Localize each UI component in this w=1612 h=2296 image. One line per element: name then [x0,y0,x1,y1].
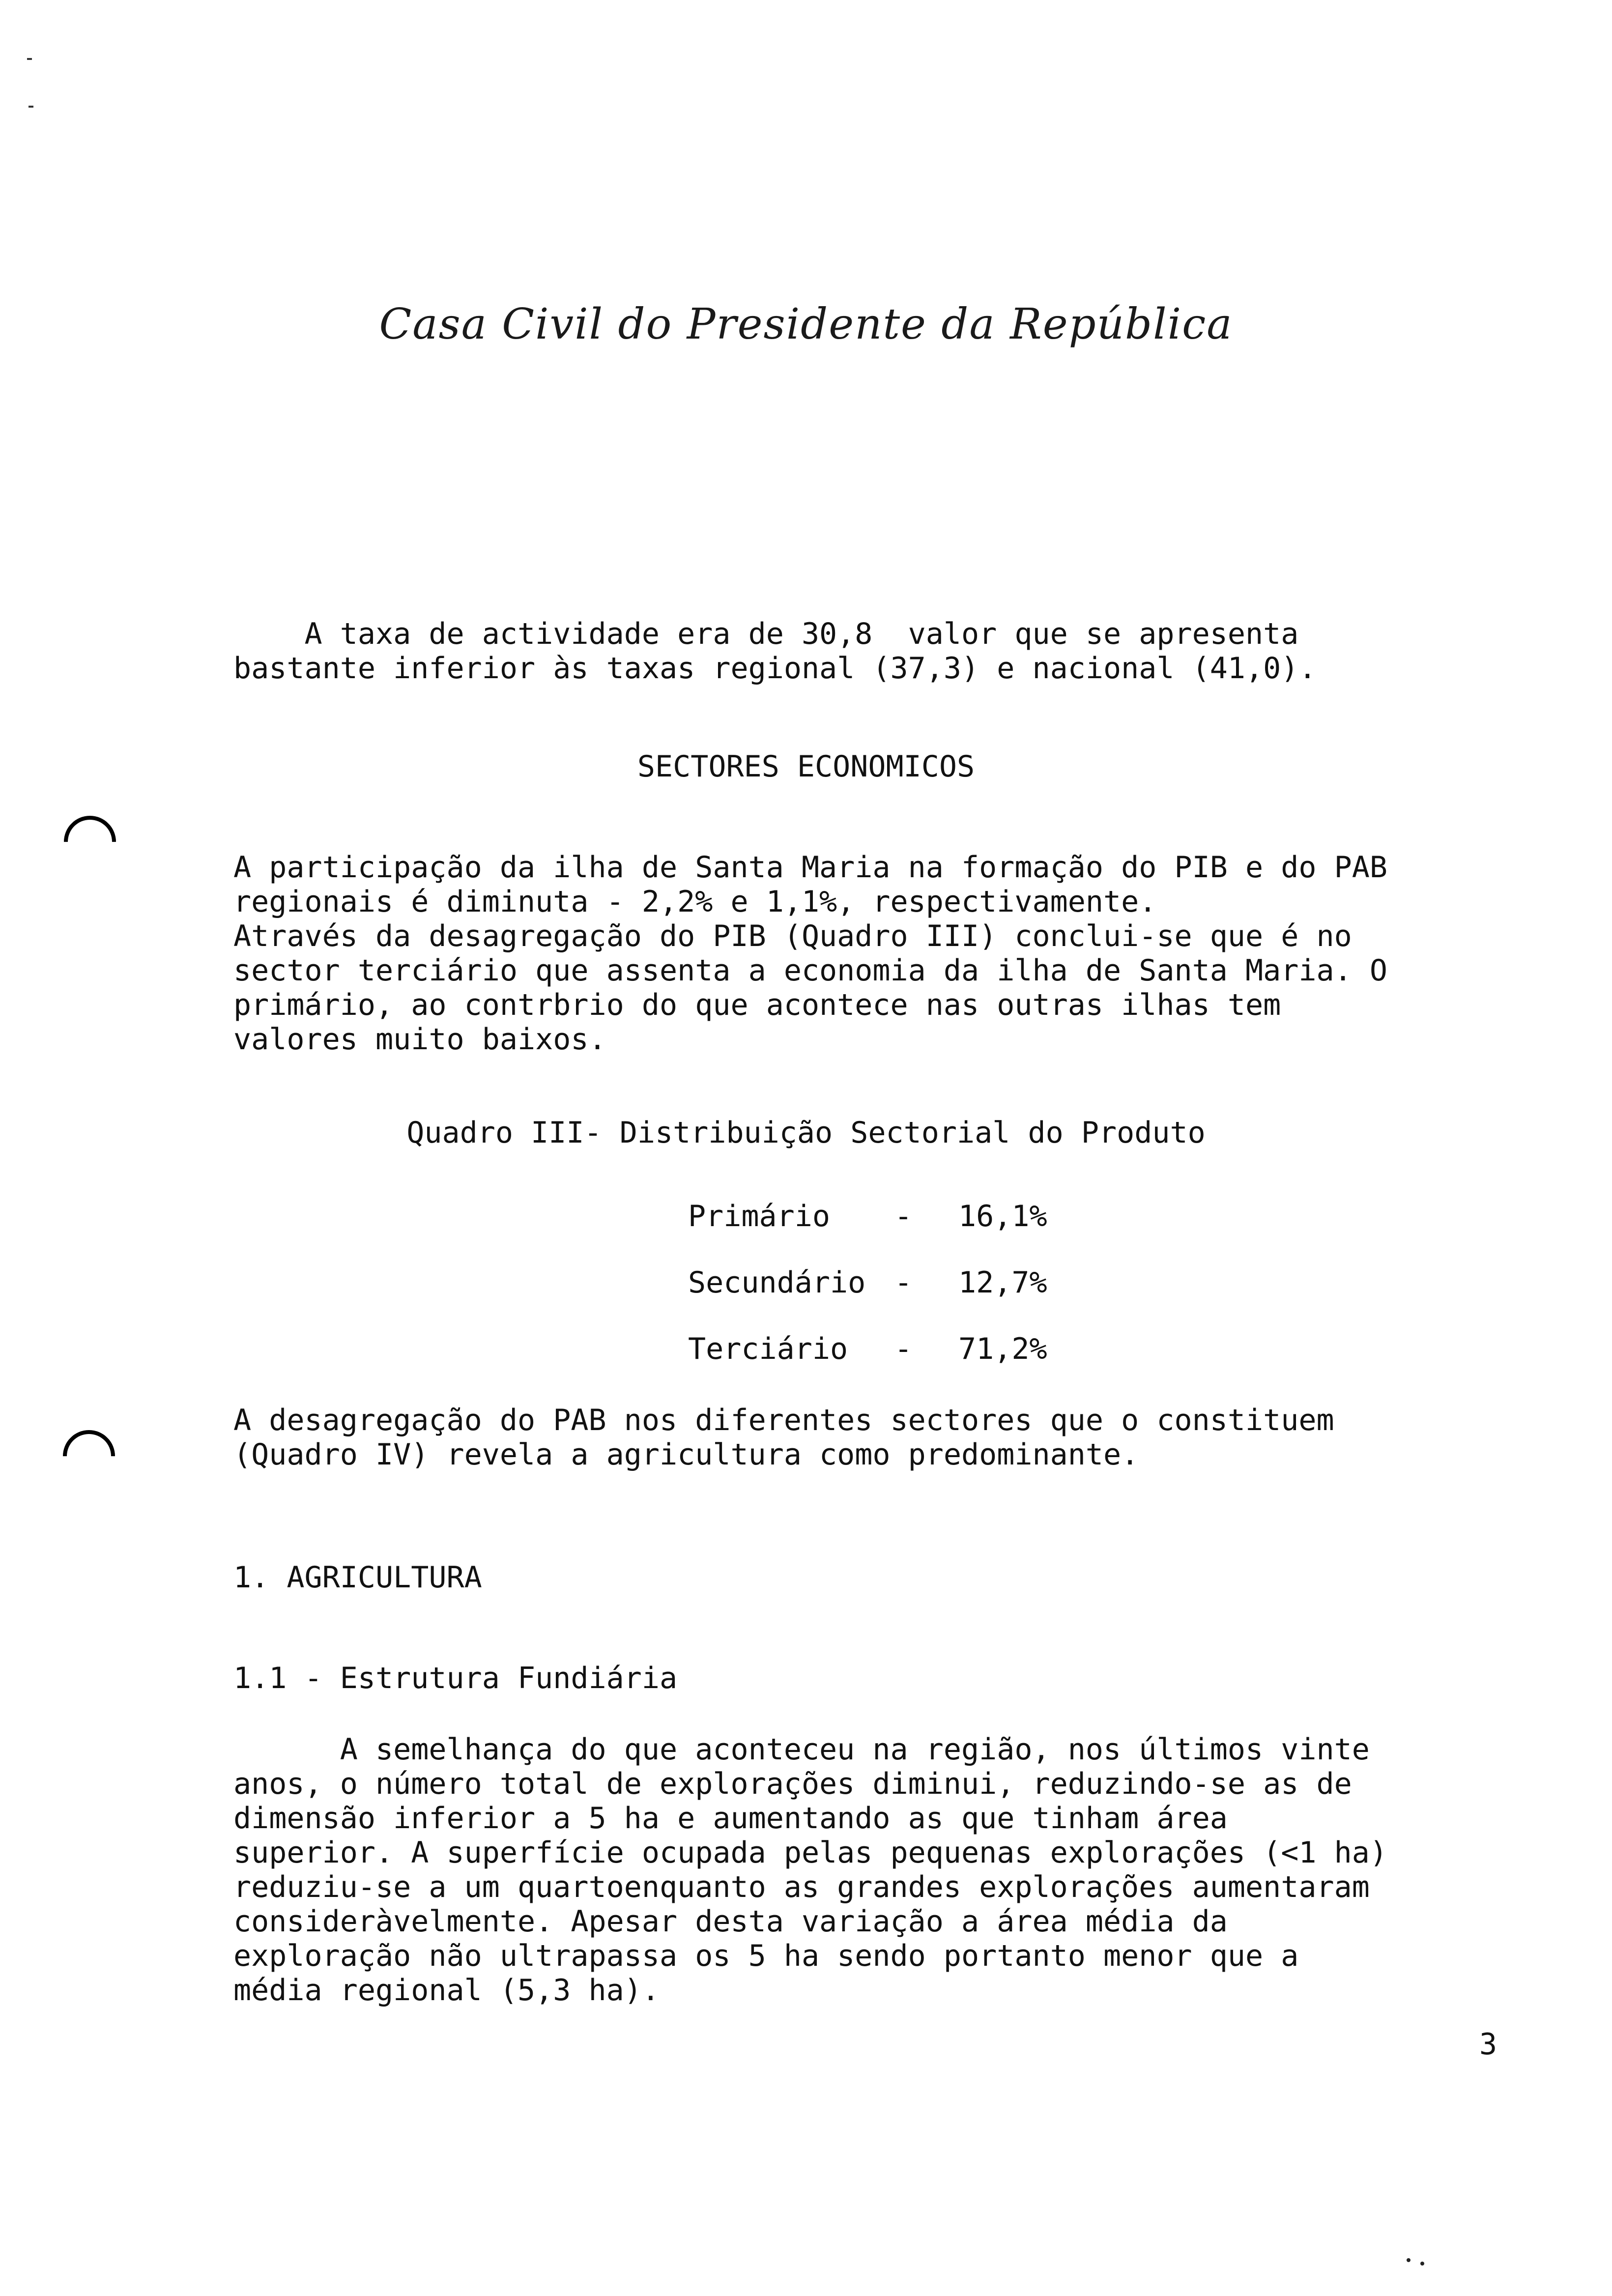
sector-dash: - [894,1265,913,1300]
scan-speck [1407,2258,1410,2262]
sector-value: 16,1% [958,1199,1047,1234]
table-row [688,1332,1086,1398]
scan-speck [27,58,32,60]
section-heading-agricultura: 1. AGRICULTURA [233,1560,482,1595]
sector-value: 12,7% [958,1265,1047,1300]
paragraph-pib-pab: A participação da ilha de Santa Maria na formação do PIB e do PAB regionais é diminuta - 2,2% e 1,1%, respectivamente. Através da desagregação do PIB (Quadro III) conclui-se que é no sector terciário que assenta a economia da ilha de Santa Maria. O primário, ao contrbrio do que acontece nas outras ilhas tem valores muito baixos. [233,850,1387,1057]
table-row [688,1265,1086,1332]
sector-label: Secundário [688,1265,866,1300]
sector-dash: - [894,1332,913,1366]
paragraph-activity-rate: A taxa de actividade era de 30,8 valor que se apresenta bastante inferior às taxas regional (37,3) e nacional (41,0). [233,617,1317,686]
table-row [688,1199,1086,1265]
paragraph-estrutura-fundiaria: A semelhança do que aconteceu na região, nos últimos vinte anos, o número total de explorações diminui, reduzindo-se as de dimensão inferior a 5 ha e aumentando as que tinham área superior. A superfície ocupada pelas pequenas explorações (<1 ha) reduziu-se a um quartoenquanto as grandes explorações aumentaram consideràvelmente. Apesar desta variação a área média da exploração não ultrapassa os 5 ha sendo portanto menor que a média regional (5,3 ha). [233,1732,1387,2008]
page-number: 3 [1479,2027,1497,2062]
scan-speck [29,106,33,108]
sector-label: Primário [688,1199,830,1234]
distribution-table [688,1199,1086,1398]
sector-value: 71,2% [958,1332,1047,1366]
paragraph-pab-sectors: A desagregação do PAB nos diferentes sectores que o constituem (Quadro IV) revela a agricultura como predominante. [233,1403,1334,1472]
punch-hole-mark [53,805,127,879]
sector-label: Terciário [688,1332,848,1366]
sector-dash: - [894,1199,913,1234]
table-caption-quadro-iii: Quadro III- Distribuição Sectorial do Produto [406,1116,1206,1150]
heading-sectores-economicos: SECTORES ECONOMICOS [637,749,975,784]
punch-hole-mark [52,1419,126,1493]
letterhead: Casa Civil do Presidente da República [379,300,1233,349]
scan-speck [1420,2262,1424,2266]
section-heading-estrutura-fundiaria: 1.1 - Estrutura Fundiária [233,1661,678,1695]
